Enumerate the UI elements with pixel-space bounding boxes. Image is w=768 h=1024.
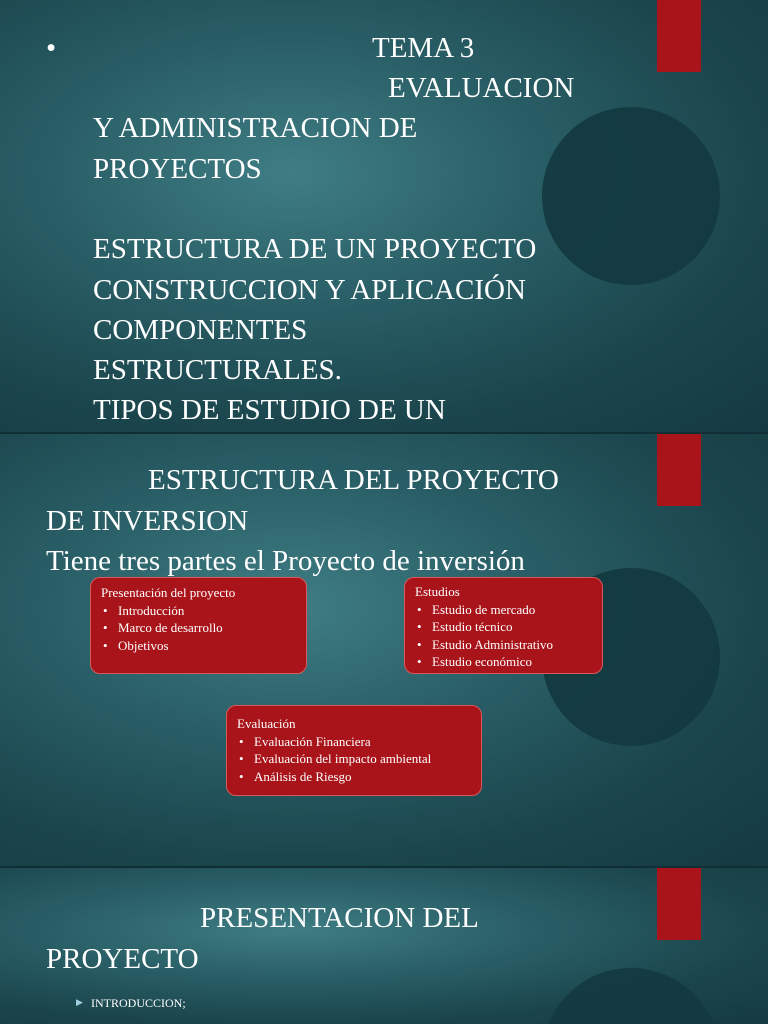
circle-decoration <box>542 968 720 1024</box>
slide3-item-1: INTRODUCCION; <box>91 996 186 1010</box>
list-item: • Análisis de Riesgo <box>237 768 471 786</box>
title-line-8: ESTRUCTURALES. <box>93 354 342 386</box>
box-evaluacion <box>226 705 482 796</box>
bullet-glyph: • <box>46 32 57 64</box>
box-heading: Presentación del proyecto <box>101 585 236 600</box>
box-estudios <box>404 577 603 674</box>
triangle-bullet-icon: ▶ <box>76 997 83 1007</box>
title-line-9: TIPOS DE ESTUDIO DE UN <box>93 394 446 426</box>
slide3-title-line-2: PROYECTO <box>46 943 199 975</box>
slide-2 <box>0 434 768 866</box>
slide-tab-decoration <box>657 0 701 72</box>
title-line-3: Y ADMINISTRACION DE <box>93 112 418 144</box>
slide3-title-line-1: PRESENTACION DEL <box>200 902 479 934</box>
title-line-7: COMPONENTES <box>93 314 308 346</box>
slide2-title-line-2: DE INVERSION <box>46 505 249 537</box>
list-item: • Estudio de mercado <box>415 601 592 619</box>
list-item: • Estudio técnico <box>415 618 592 636</box>
title-line-1: TEMA 3 <box>372 32 475 64</box>
title-line-5: ESTRUCTURA DE UN PROYECTO <box>93 233 537 265</box>
title-line-6: CONSTRUCCION Y APLICACIÓN <box>93 274 526 306</box>
box-heading: Evaluación <box>237 716 296 731</box>
list-item: • Estudio económico <box>415 653 592 671</box>
list-item: • Introducción <box>101 602 296 620</box>
slide-tab-decoration <box>657 868 701 940</box>
title-line-4: PROYECTOS <box>93 153 262 185</box>
slide-3 <box>0 868 768 1024</box>
list-item: • Marco de desarrollo <box>101 619 296 637</box>
circle-decoration <box>542 107 720 285</box>
slide2-subtitle: Tiene tres partes el Proyecto de inversión <box>46 545 525 577</box>
list-item: • Evaluación del impacto ambiental <box>237 750 471 768</box>
box-presentacion <box>90 577 307 674</box>
list-item: • Estudio Administrativo <box>415 636 592 654</box>
slide-1 <box>0 0 768 432</box>
list-item: • Evaluación Financiera <box>237 733 471 751</box>
box-heading: Estudios <box>415 584 460 599</box>
list-item: • Objetivos <box>101 637 296 655</box>
title-line-2: EVALUACION <box>388 72 575 104</box>
slide2-title-line-1: ESTRUCTURA DEL PROYECTO <box>148 464 559 496</box>
slide-tab-decoration <box>657 434 701 506</box>
